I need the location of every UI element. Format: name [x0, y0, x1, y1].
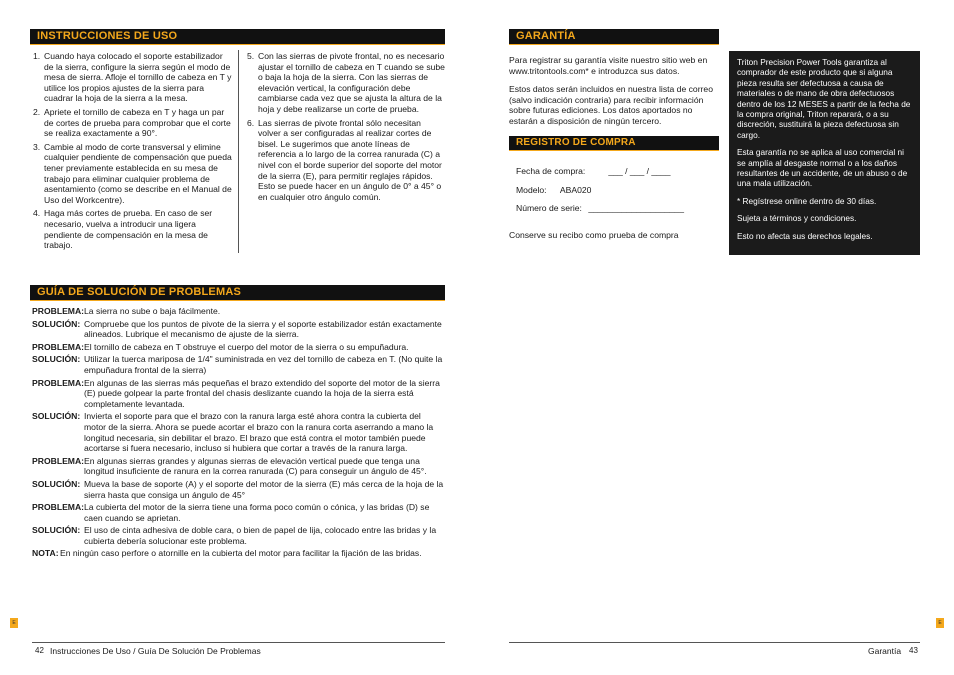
instruction-step	[247, 118, 445, 203]
warranty-title: GARANTÍA	[516, 30, 576, 42]
steps-column-1	[33, 51, 233, 254]
model-label: Modelo:	[516, 184, 547, 195]
warranty-box-paragraph: Triton Precision Power Tools garantiza al comprador de este producto que si alguna pieza resulta ser defectuosa a causa de materiales o de mano de obra defectuosos dentro de los 12 MESES a partir de la fecha de la compra original, Triton reparará, o a su discreción, sustituirá la pieza defectuosa sin cargo.	[737, 57, 911, 140]
warranty-box-paragraph: Esta garantía no se aplica al uso comercial ni se amplía al desgaste normal o a los daños resultantes de un accidente, de un abuso o de una mala utilización.	[737, 147, 908, 189]
troubleshooting-row	[32, 456, 444, 477]
column-divider	[238, 50, 239, 253]
warranty-box-paragraph: Esto no afecta sus derechos legales.	[737, 230, 873, 241]
step-number: 5.	[247, 51, 255, 61]
troubleshooting-row	[32, 378, 444, 410]
troubleshooting-row	[32, 479, 444, 500]
troubleshooting-label: SOLUCIÓN:	[32, 318, 81, 329]
troubleshooting-text: La sierra no sube o baja fácilmente.	[84, 306, 221, 316]
page-number-right: 43	[909, 646, 918, 655]
steps-column-2	[247, 51, 445, 205]
step-number: 2.	[33, 106, 41, 117]
register-header-bar	[509, 136, 719, 151]
keep-receipt-note: Conserve su recibo como prueba de compra	[509, 230, 679, 240]
instruction-step	[33, 208, 233, 250]
troubleshooting-label: PROBLEMA:	[32, 502, 85, 513]
troubleshooting-text: Compruebe que los puntos de pivote de la sierra y el soporte estabilizador están exactamente alineados. Lubrique el mecanismo de ajuste de la sierra.	[84, 318, 442, 340]
troubleshooting-label: PROBLEMA:	[32, 377, 85, 388]
step-text: Haga más cortes de prueba. En caso de ser necesario, vuelva a introducir una ligera pendiente de compensación en la mesa de trabajo.	[44, 208, 213, 251]
page-number-left: 42	[35, 646, 44, 655]
troubleshooting-label: PROBLEMA:	[32, 341, 85, 352]
step-text: Cuando haya colocado el soporte estabilizador de la sierra, configure la sierra según el modo de mesa de sierra. Afloje el tornillo de cabeza en T y utilice los propios ajustes de la sierra para cuadrar la hoja de la sierra a la mesa.	[44, 51, 232, 104]
footer-rule-right	[509, 642, 920, 643]
troubleshooting-row	[32, 342, 444, 353]
troubleshooting-text: En ningún caso perfore o atornille en la cubierta del motor para facilitar la fijación de las bridas.	[60, 548, 422, 559]
serial-label: Número de serie:	[516, 203, 582, 214]
troubleshooting-text: Invierta el soporte para que el brazo con la ranura larga esté ahora contra la cubierta del motor de la sierra. Ahora se puede acortar el brazo con la ranura corta aserrando a mano la longitud necesaria, sin debilitar el brazo. El brazo que está contra el motor también puede acortarse si fuera necesario, incluso si hubiera que cortar a través de la ranura larga.	[84, 411, 434, 454]
troubleshooting-text: Utilizar la tuerca mariposa de 1/4" suministrada en vez del tornillo de cabeza en T. (No quite la empuñadura frontal de la sierra)	[84, 354, 443, 375]
warranty-box-paragraph: * Regístrese online dentro de 30 días.	[737, 195, 877, 206]
troubleshooting-text: El uso de cinta adhesiva de doble cara, o bien de papel de lija, colocado entre las bridas y la cubierta debería solucionar este problema.	[84, 525, 437, 546]
troubleshooting-row	[32, 306, 444, 317]
troubleshooting-text: En algunas sierras grandes y algunas sierras de elevación vertical puede que tenga una longitud insuficiente de ranura en la correa ranurada (C) para conseguir un ángulo de 45°.	[84, 455, 427, 477]
warranty-terms-box	[729, 51, 920, 255]
troubleshooting-label: SOLUCIÓN:	[32, 354, 81, 365]
troubleshooting-row	[32, 354, 444, 375]
troubleshooting-label: SOLUCIÓN:	[32, 411, 81, 422]
language-tab-right: E	[936, 618, 944, 628]
serial-value: ____________________	[588, 203, 684, 214]
instruction-step	[33, 107, 233, 139]
step-text: Las sierras de pivote frontal sólo necesitan volver a ser configuradas al realizar cortes de bisel. Le sugerimos que anote líneas de referencia a lo largo de la correa ranurada (C) a nivel con el borde superior del soporte del motor de la sierra (E), para permitir reglajes rápidos. Esto se puede hacer en un ángulo de 0° a 45° o en cualquier otro ángulo común.	[258, 117, 442, 202]
troubleshooting-label: PROBLEMA:	[32, 306, 85, 316]
language-tab-left: E	[10, 618, 18, 628]
troubleshooting-label: NOTA:	[32, 548, 59, 559]
footer-text-left: Instrucciones De Uso / Guía De Solución De Problemas	[50, 646, 261, 656]
troubleshooting-row	[32, 548, 444, 559]
warranty-header-bar	[509, 29, 719, 45]
purchase-date-label: Fecha de compra:	[516, 166, 586, 176]
purchase-registration-form	[516, 166, 716, 222]
model-value: ABA020	[559, 184, 592, 195]
troubleshooting-text: El tornillo de cabeza en T obstruye el cuerpo del motor de la sierra o su empuñadura.	[84, 341, 409, 352]
instructions-title: INSTRUCCIONES DE USO	[37, 30, 178, 42]
register-title: REGISTRO DE COMPRA	[516, 137, 636, 148]
purchase-date-value: ___ / ___ / ____	[608, 166, 671, 176]
troubleshooting-label: SOLUCIÓN:	[32, 478, 81, 489]
instruction-step	[33, 51, 233, 104]
step-number: 6.	[247, 117, 255, 128]
step-number: 4.	[33, 208, 41, 219]
purchase-date-row	[516, 166, 716, 177]
warranty-box-paragraph: Sujeta a términos y condiciones.	[737, 213, 857, 224]
troubleshooting-label: SOLUCIÓN:	[32, 525, 81, 536]
troubleshooting-row	[32, 411, 444, 453]
troubleshooting-title: GUÍA DE SOLUCIÓN DE PROBLEMAS	[37, 286, 242, 298]
warranty-para-1: Para registrar su garantía visite nuestro sitio web en www.tritontools.com* e introduzca sus datos.	[509, 55, 708, 76]
step-number: 3.	[33, 141, 41, 152]
step-text: Cambie al modo de corte transversal y elimine cualquier pendiente de compensación que pueda tener previamente establecida en su mesa de trabajo para eliminar cualquier problema de asentamiento (como se describe en el Manual de Uso del Workcentre).	[44, 141, 232, 205]
troubleshooting-label: PROBLEMA:	[32, 455, 85, 466]
footer-rule-left	[32, 642, 445, 643]
instructions-header-bar	[30, 29, 445, 45]
troubleshooting-list	[32, 306, 444, 561]
step-text: Con las sierras de pivote frontal, no es necesario ajustar el tornillo de cabeza en T cuando se sube o baja la hoja de la sierra. Con las sierras de elevación vertical, la configuración debe cambiarse cada vez que se ajusta la altura de la hoja y debe realizarse un corte de prueba.	[258, 51, 445, 114]
troubleshooting-text: En algunas de las sierras más pequeñas el brazo extendido del soporte del motor de la sierra (E) puede golpear la parte frontal del chasis deslizante cuando la hoja de la sierra está completamente levantada.	[84, 377, 440, 409]
step-text: Apriete el tornillo de cabeza en T y haga un par de cortes de prueba para comprobar que el corte se realiza exactamente a 90°.	[44, 106, 231, 139]
troubleshooting-row	[32, 525, 444, 546]
model-row	[516, 185, 716, 196]
troubleshooting-row	[32, 319, 444, 340]
instruction-step	[33, 142, 233, 206]
warranty-para-2: Estos datos serán incluidos en nuestra lista de correo (salvo indicación contraria) para recibir información sobre futuras ediciones. Los datos aportados no estarán a disposición de ningún tercero.	[509, 84, 713, 126]
troubleshooting-header-bar	[30, 285, 445, 301]
step-number: 1.	[33, 51, 41, 61]
instruction-step	[247, 51, 445, 115]
steps-list-2	[247, 51, 445, 202]
troubleshooting-row	[32, 502, 444, 523]
troubleshooting-text: La cubierta del motor de la sierra tiene una forma poco común o cónica, y las bridas (D) se caen cuando se aprietan.	[84, 502, 430, 523]
footer-text-right: Garantía	[868, 646, 902, 656]
serial-row	[516, 203, 716, 214]
troubleshooting-text: Mueva la base de soporte (A) y el soporte del motor de la sierra (E) más cerca de la hoja de la sierra hasta que consiga un ángulo de 45°	[84, 478, 444, 500]
steps-list-1	[33, 51, 233, 251]
